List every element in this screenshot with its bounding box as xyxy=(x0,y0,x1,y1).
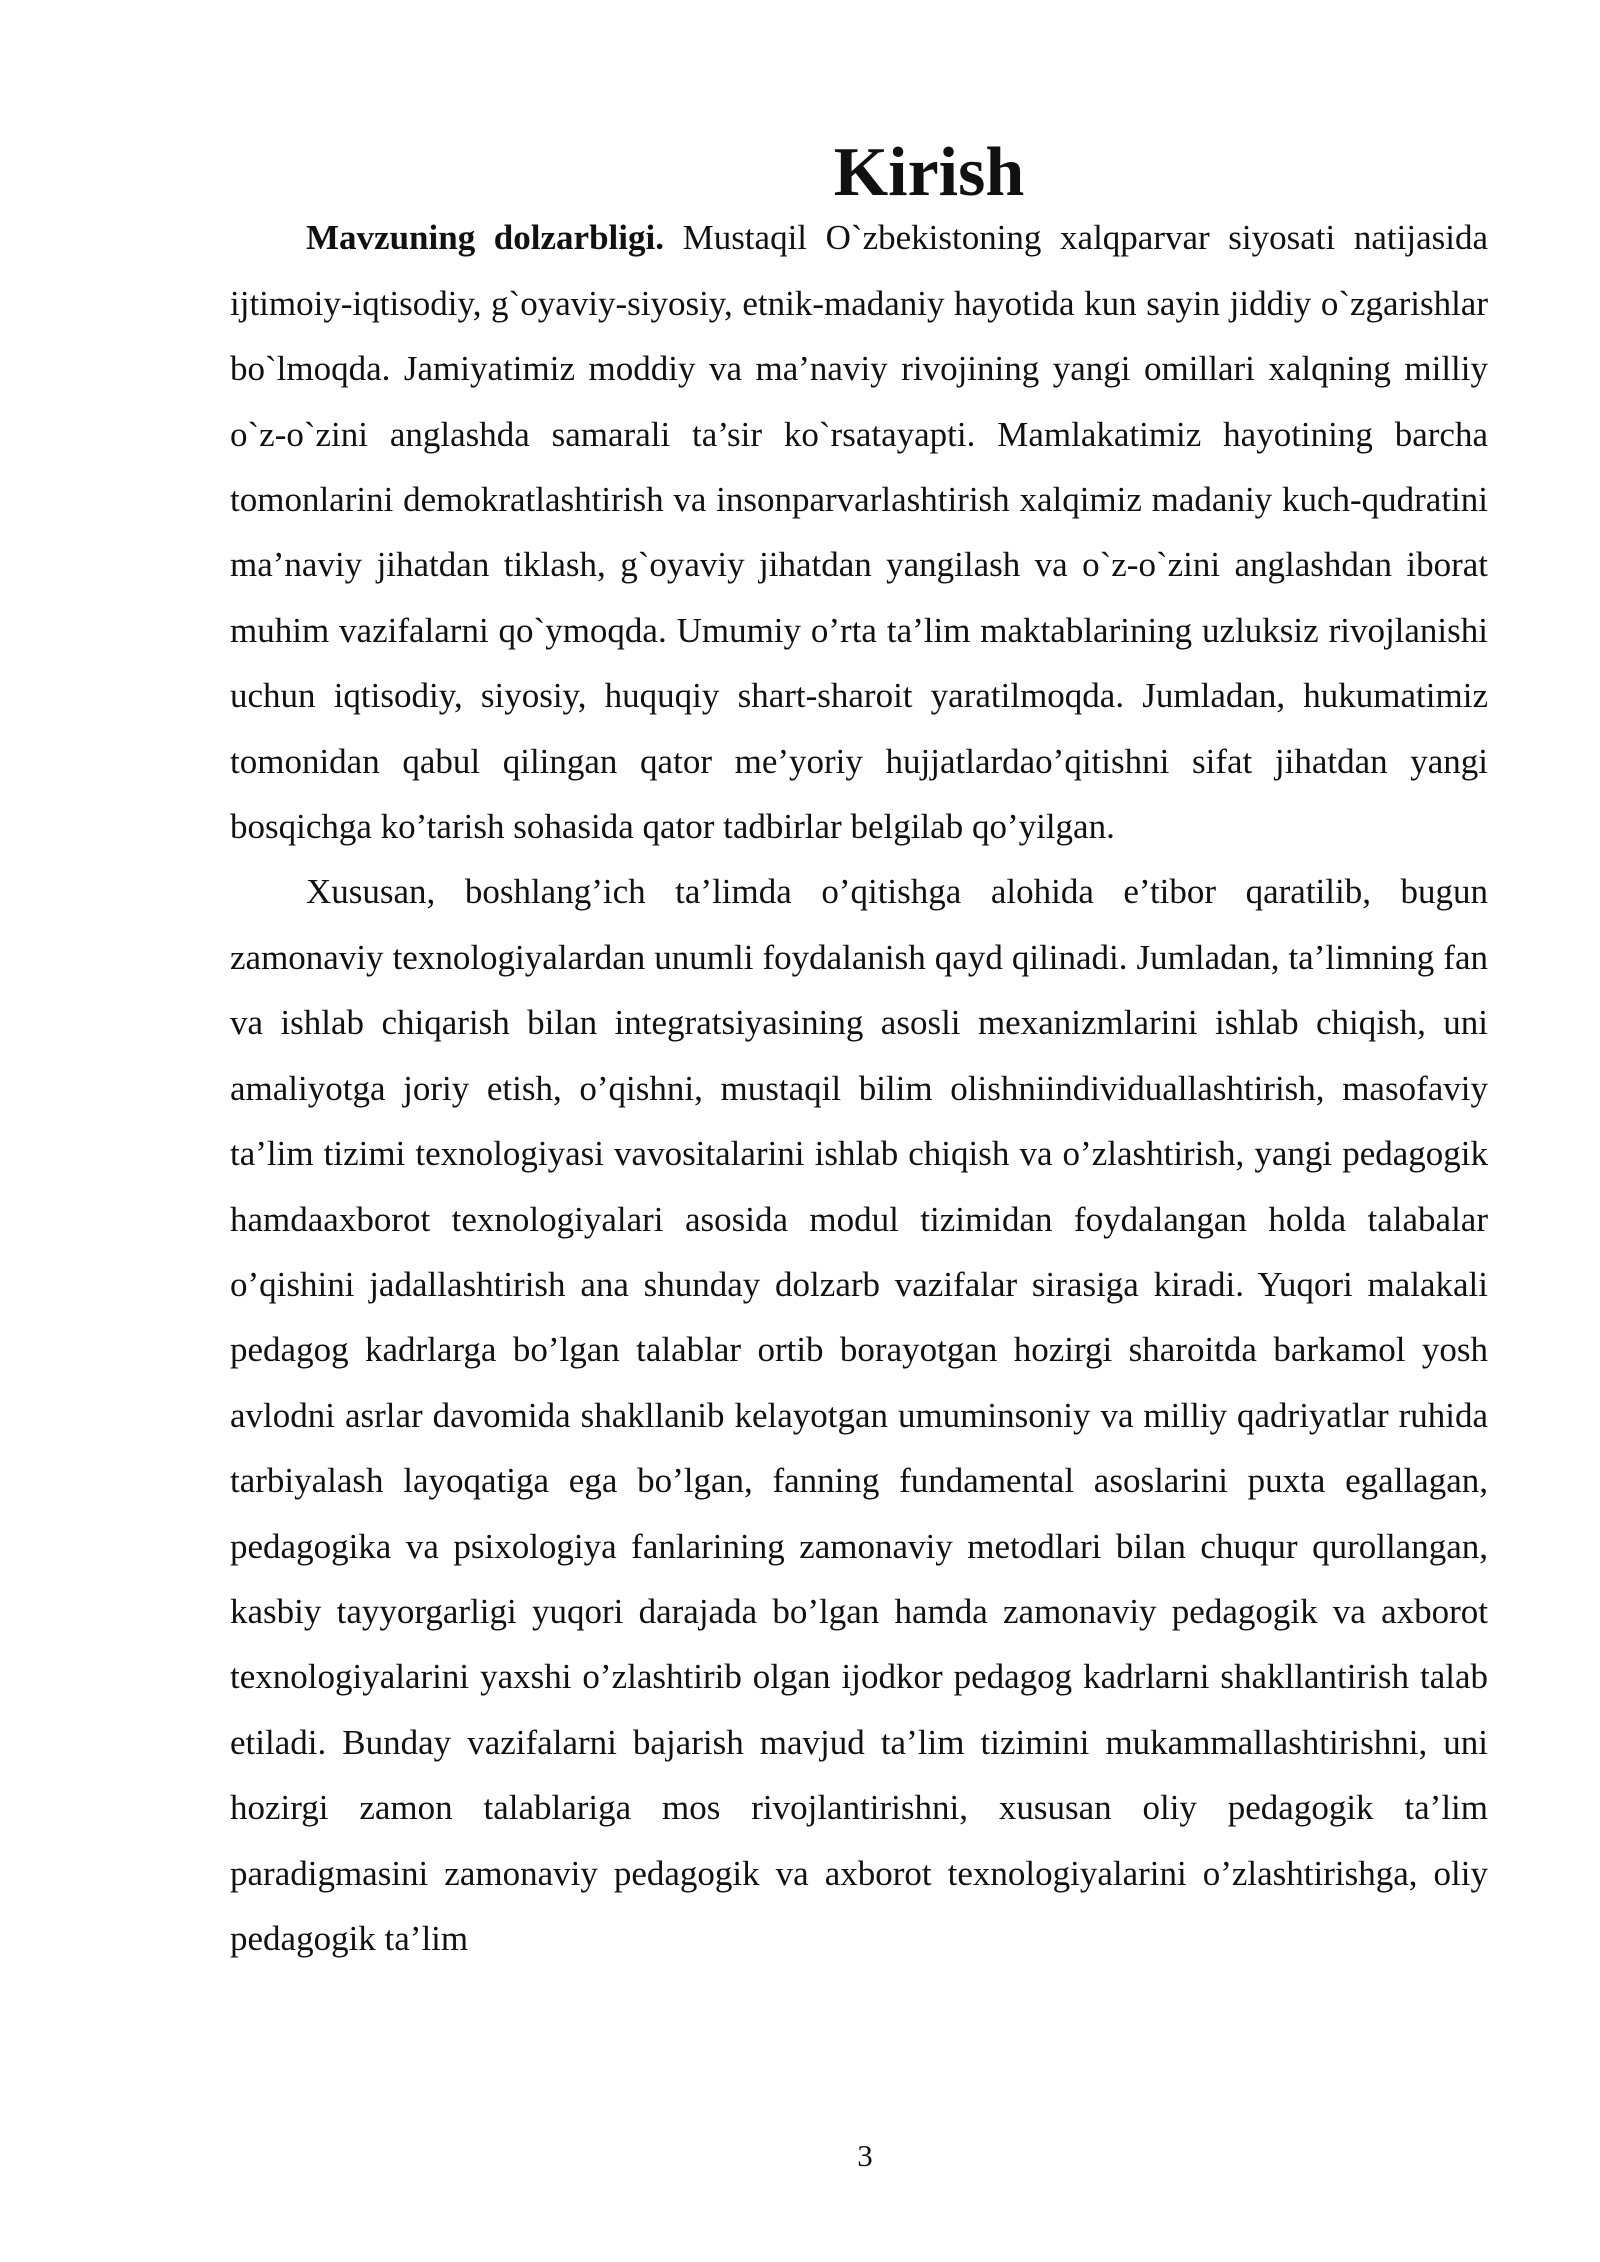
paragraph-text: Xususan, boshlang’ich ta’limda o’qitishga alohida e’tibor qaratilib, bugun zamonaviy texnologiyalardan unumli foydalanish qayd qilinadi. Jumladan, ta’limning fan va ishlab chiqarish bilan integratsiyasining asosli mexanizmlarini ishlab chiqish, uni amaliyotga joriy etish, o’qishni, mustaqil bilim olishniindividuallashtirish, masofaviy ta’lim tizimi texnologiyasi vavositalarini ishlab chiqish va o’zlashtirish, yangi pedagogik hamdaaxborot texnologiyalari asosida modul tizimidan foydalangan holda talabalar o’qishini jadallashtirish ana shunday dolzarb vazifalar sirasiga kiradi. Yuqori malakali pedagog kadrlarga bo’lgan talablar ortib borayotgan hozirgi sharoitda barkamol yosh avlodni asrlar davomida shakllanib kelayotgan umuminsoniy va milliy qadriyatlar ruhida tarbiyalash layoqatiga ega bo’lgan, fanning fundamental asoslarini puxta egallagan, pedagogika va psixologiya fanlarining zamonaviy metodlari bilan chuqur qurollangan, kasbiy tayyorgarligi yuqori darajada bo’lgan hamda zamonaviy pedagogik va axborot texnologiyalarini yaxshi o’zlashtirib olgan ijodkor pedagog kadrlarni shakllantirish talab etiladi. Bunday vazifalarni bajarish mavjud ta’lim tizimini mukammallashtirishni, uni hozirgi zamon talablariga mos rivojlantirishni, xususan oliy pedagogik ta’lim paradigmasini zamonaviy pedagogik va axborot texnologiyalarini o’zlashtirishga, oliy pedagogik ta’lim xyxy=(230,872,1488,1958)
section-title: Kirish xyxy=(833,134,1025,211)
paragraph-text: Mustaqil O`zbekistoning xalqparvar siyosati natijasida ijtimoiy-iqtisodiy, g`oyaviy-siyosiy, etnik-madaniy hayotida kun sayin jiddiy o`zgarishlar bo`lmoqda. Jamiyatimiz moddiy va ma’naviy rivojining yangi omillari xalqning milliy o`z-o`zini anglashda samarali ta’sir ko`rsatayapti. Mamlakatimiz hayotining barcha tomonlarini demokratlashtirish va insonparvarlashtirish xalqimiz madaniy kuch-qudratini ma’naviy jihatdan tiklash, g`oyaviy jihatdan yangilash va o`z-o`zini anglashdan iborat muhim vazifalarni qo`ymoqda. Umumiy o’rta ta’lim maktablarining uzluksiz rivojlanishi uchun iqtisodiy, siyosiy, huquqiy shart-sharoit yaratilmoqda. Jumladan, hukumatimiz tomonidan qabul qilingan qator me’yoriy hujjatlardao’qitishni sifat jihatdan yangi bosqichga ko’tarish sohasida qator tadbirlar belgilab qo’yilgan. xyxy=(230,218,1488,847)
paragraph-relevance xyxy=(230,205,1488,859)
document-body xyxy=(230,134,1488,1971)
paragraph-primary-education xyxy=(230,859,1488,1971)
paragraph-lead: Mavzuning dolzarbligi. xyxy=(306,218,664,258)
page-number: 3 xyxy=(857,2138,873,2173)
